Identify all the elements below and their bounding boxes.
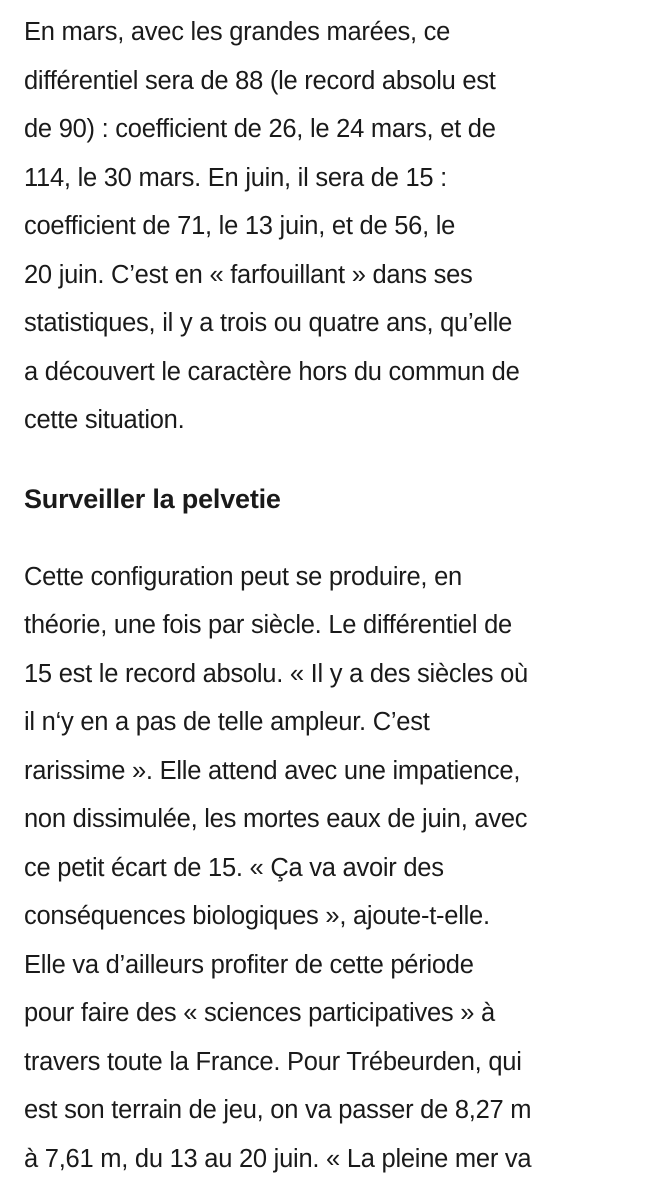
text-line: est son terrain de jeu, on va passer de 8,27 m (24, 1096, 532, 1124)
text-line: de 90) : coefficient de 26, le 24 mars, et de (24, 115, 496, 143)
text-line: coefficient de 71, le 13 juin, et de 56, le (24, 212, 456, 240)
text-line: travers toute la France. Pour Trébeurden, qui (24, 1047, 522, 1076)
text-line: pour faire des « sciences participatives » à (24, 999, 495, 1027)
text-line: ce petit écart de 15. « Ça va avoir des (24, 853, 444, 882)
text-line: non dissimulée, les mortes eaux de juin, avec (24, 805, 528, 833)
text-line: 20 juin. C’est en « farfouillant » dans ses (24, 260, 473, 289)
text-line: Elle va d’ailleurs profiter de cette période (24, 950, 474, 979)
text-line: 15 est le record absolu. « Il y a des siècles où (24, 659, 528, 688)
text-line: conséquences biologiques », ajoute-t-elle. (24, 902, 490, 930)
text-line: différentiel sera de 88 (le record absolu est (24, 66, 496, 95)
article-paragraph-1 (24, 8, 636, 445)
text-line: a découvert le caractère hors du commun de (24, 357, 520, 386)
text-line: statistiques, il y a trois ou quatre ans, qu’elle (24, 309, 513, 337)
article-paragraph-2 (24, 553, 636, 1184)
section-heading: Surveiller la pelvetie (24, 483, 281, 514)
text-line: En mars, avec les grandes marées, ce (24, 18, 451, 46)
text-line: rarissime ». Elle attend avec une impatience, (24, 756, 521, 785)
article-body (24, 8, 636, 1183)
text-line: cette situation. (24, 406, 185, 434)
text-line: 114, le 30 mars. En juin, il sera de 15 : (24, 163, 448, 192)
text-line: il n‘y en a pas de telle ampleur. C’est (24, 708, 430, 736)
text-line: théorie, une fois par siècle. Le différentiel de (24, 611, 512, 639)
text-line: à 7,61 m, du 13 au 20 juin. « La pleine mer va (24, 1144, 532, 1173)
text-line: Cette configuration peut se produire, en (24, 562, 462, 591)
